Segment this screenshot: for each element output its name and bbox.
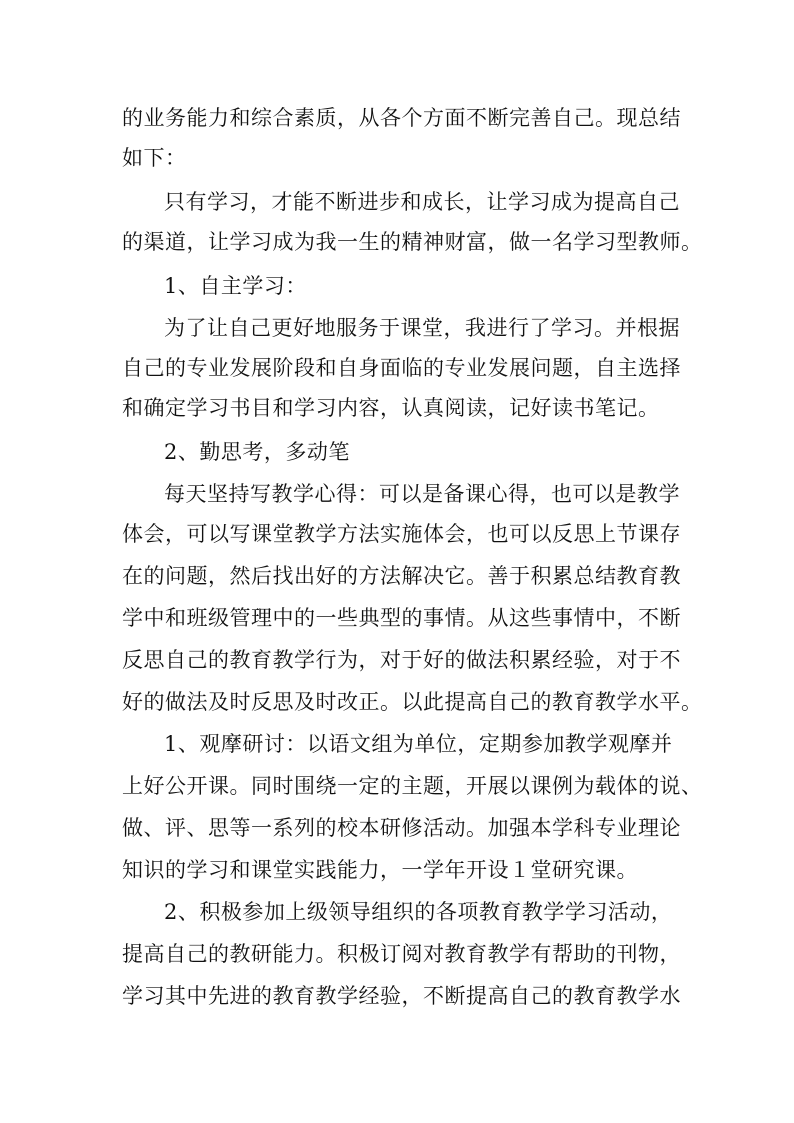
text-line: 学中和班级管理中的一些典型的事情。从这些事情中，不断 bbox=[122, 606, 681, 630]
text-line: 的业务能力和综合素质，从各个方面不断完善自己。现总结 bbox=[122, 106, 681, 130]
text-line: 的渠道，让学习成为我一生的精神财富，做一名学习型教师。 bbox=[122, 230, 703, 254]
section-heading: 2、勤思考，多动笔 bbox=[164, 440, 350, 464]
paragraph-start-line: 1、观摩研讨：以语文组为单位，定期参加教学观摩并 bbox=[164, 732, 673, 756]
text-line: 在的问题，然后找出好的方法解决它。善于积累总结教育教 bbox=[122, 564, 681, 588]
text-line: 知识的学习和课堂实践能力，一学年开设１堂研究课。 bbox=[122, 858, 638, 882]
text-line: 和确定学习书目和学习内容，认真阅读，记好读书笔记。 bbox=[122, 396, 660, 420]
text-line: 学习其中先进的教育教学经验，不断提高自己的教育教学水 bbox=[122, 984, 681, 1008]
section-heading: 1、自主学习： bbox=[164, 274, 307, 298]
text-line: 如下： bbox=[122, 146, 187, 170]
text-line: 上好公开课。同时围绕一定的主题，开展以课例为载体的说、 bbox=[122, 774, 703, 798]
paragraph-start-line: 为了让自己更好地服务于课堂，我进行了学习。并根据 bbox=[164, 316, 680, 340]
text-line: 自己的专业发展阶段和自身面临的专业发展问题，自主选择 bbox=[122, 356, 681, 380]
text-line: 好的做法及时反思及时改正。以此提高自己的教育教学水平。 bbox=[122, 690, 703, 714]
paragraph-start-line: 只有学习，才能不断进步和成长，让学习成为提高自己 bbox=[164, 190, 680, 214]
text-line: 提高自己的教研能力。积极订阅对教育教学有帮助的刊物， bbox=[122, 942, 681, 966]
text-line: 做、评、思等一系列的校本研修活动。加强本学科专业理论 bbox=[122, 816, 681, 840]
text-line: 体会，可以写课堂教学方法实施体会，也可以反思上节课存 bbox=[122, 522, 681, 546]
text-line: 反思自己的教育教学行为，对于好的做法积累经验，对于不 bbox=[122, 648, 681, 672]
paragraph-start-line: 2、积极参加上级领导组织的各项教育教学学习活动， bbox=[164, 900, 673, 924]
paragraph-start-line: 每天坚持写教学心得：可以是备课心得，也可以是教学 bbox=[164, 482, 680, 506]
